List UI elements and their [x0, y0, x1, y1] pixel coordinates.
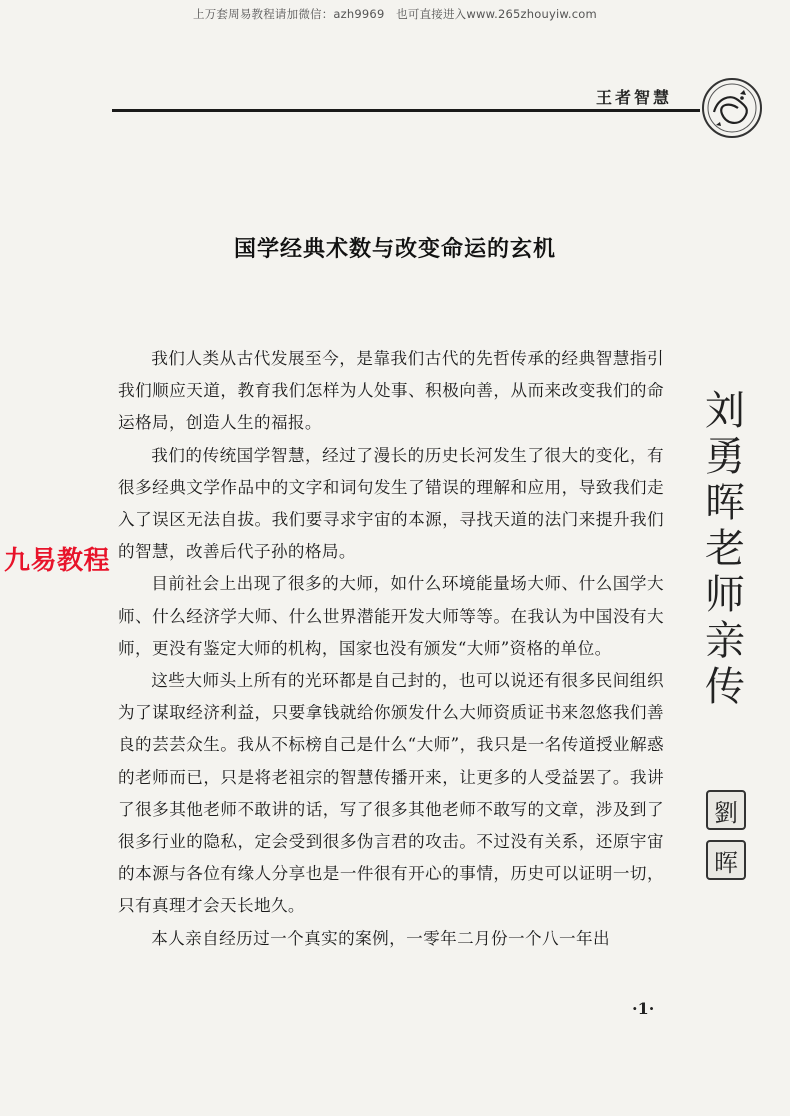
running-head: 王者智慧 — [596, 88, 673, 107]
body-text — [118, 343, 664, 955]
signature-char: 师 — [705, 572, 745, 618]
signature-char: 老 — [705, 526, 745, 572]
seal-char: 晖 — [706, 840, 746, 880]
signature-char: 亲 — [705, 618, 745, 664]
top-banner-ad-text: 上万套周易教程请加微信：azh9969 也可直接进入www.265zhouyiw.com — [193, 7, 597, 21]
signature-char: 刘 — [705, 388, 745, 434]
header-rule — [112, 109, 700, 112]
paragraph: 目前社会上出现了很多的大师，如什么环境能量场大师、什么国学大师、什么经济学大师、什么世界潜能开发大师等等。在我认为中国没有大师，更没有鉴定大师的机构，国家也没有颁发“大师”资格的单位。 — [118, 574, 664, 658]
name-seal-stamp — [706, 790, 746, 882]
signature-char: 传 — [705, 664, 745, 710]
dragon-medallion-icon — [700, 76, 764, 140]
watermark-label: 九易教程 — [4, 546, 111, 576]
signature-char: 晖 — [705, 480, 745, 526]
vertical-calligraphy-signature — [700, 388, 750, 710]
chapter-title: 国学经典术数与改变命运的玄机 — [233, 236, 556, 262]
signature-char: 勇 — [705, 434, 745, 480]
page-number: ·1· — [632, 999, 655, 1018]
paragraph: 这些大师头上所有的光环都是自己封的，也可以说还有很多民间组织为了谋取经济利益，只要拿钱就给你颁发什么大师资质证书来忽悠我们善良的芸芸众生。我从不标榜自己是什么“大师”，我只是一名传道授业解惑的老师而已，只是将老祖宗的智慧传播开来，让更多的人受益罢了。我讲了很多其他老师不敢讲的话，写了很多其他老师不敢写的文章，涉及到了很多行业的隐私，定会受到很多伪言君的攻击。不过没有关系，还原宇宙的本源与各位有缘人分享也是一件很有开心的事情，历史可以证明一切，只有真理才会天长地久。 — [118, 671, 664, 916]
paragraph: 我们的传统国学智慧，经过了漫长的历史长河发生了很大的变化，有很多经典文学作品中的文字和词句发生了错误的理解和应用，导致我们走入了误区无法自拔。我们要寻求宇宙的本源，寻找天道的法门来提升我们的智慧，改善后代子孙的格局。 — [118, 445, 664, 562]
seal-char: 劉 — [706, 790, 746, 830]
paragraph: 本人亲自经历过一个真实的案例，一零年二月份一个八一年出 — [151, 928, 611, 948]
paragraph: 我们人类从古代发展至今，是靠我们古代的先哲传承的经典智慧指引我们顺应天道，教育我们怎样为人处事、积极向善，从而来改变我们的命运格局，创造人生的福报。 — [118, 349, 664, 433]
